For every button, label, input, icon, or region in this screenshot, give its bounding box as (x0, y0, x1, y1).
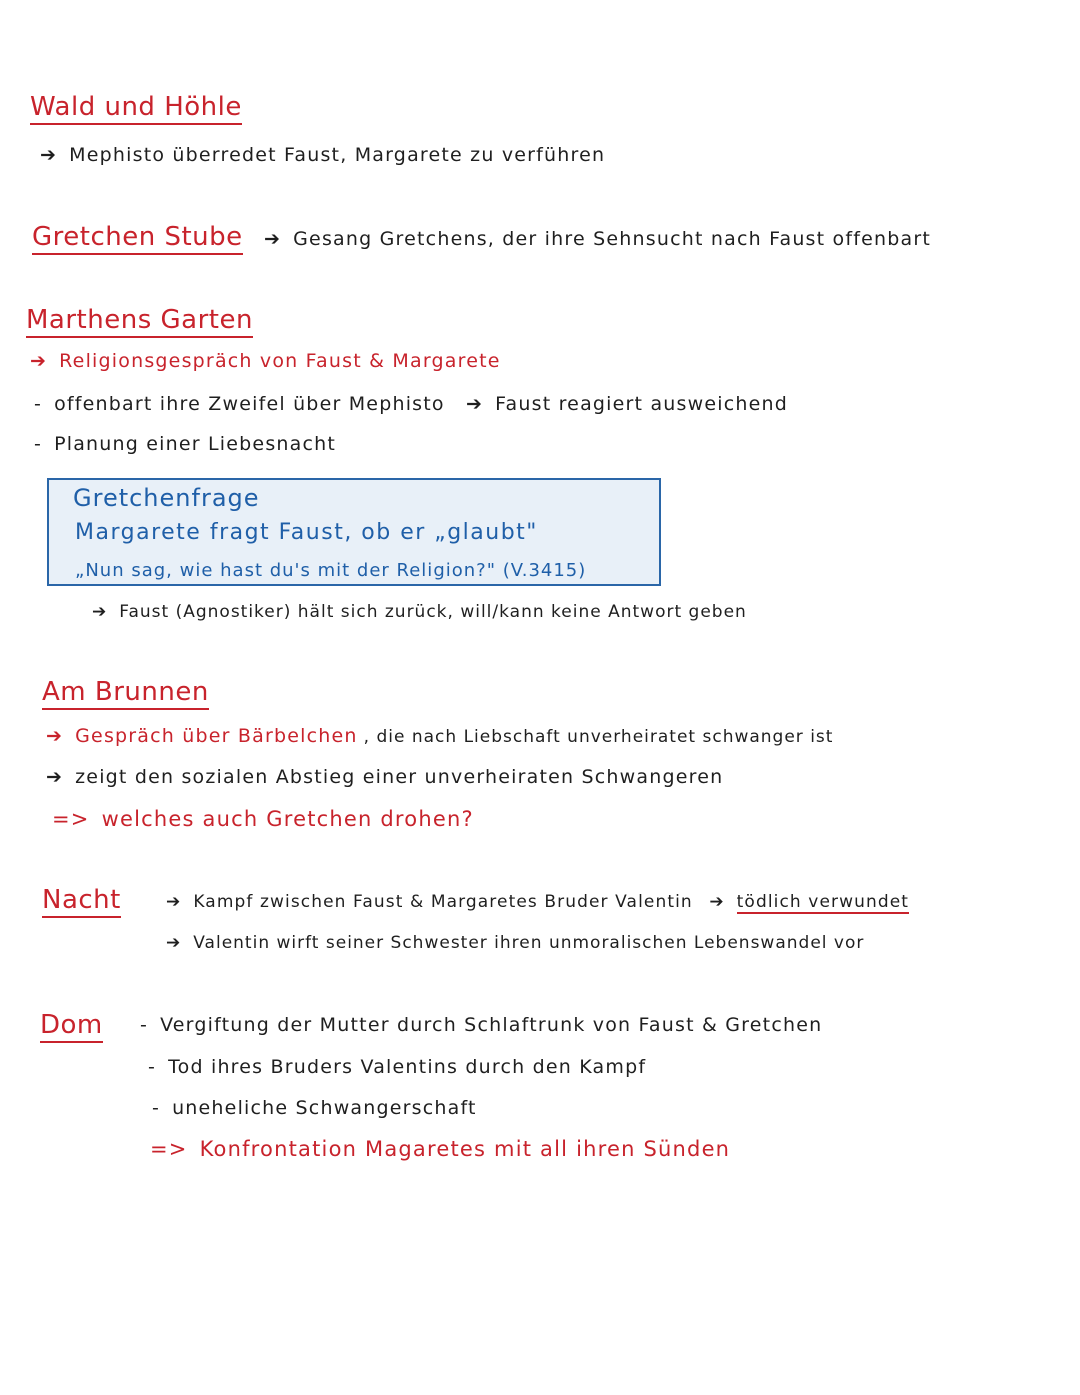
arrow-icon: ➔ (46, 725, 64, 747)
box-question: Margarete fragt Faust, ob er „glaubt" (75, 520, 538, 545)
arrow-icon: ➔ (92, 602, 108, 622)
dom-line1 (140, 1014, 822, 1036)
box-title: Gretchenfrage (73, 484, 260, 512)
garten-line1 (30, 350, 501, 372)
dash-marker: - (140, 1014, 149, 1036)
dom-text4: Konfrontation Magaretes mit all ihren Sünden (199, 1137, 731, 1161)
nacht-line2 (166, 933, 864, 953)
box-quote: „Nun sag, wie hast du's mit der Religion?" (V.3415) (75, 560, 587, 581)
nacht-line1 (166, 892, 909, 912)
arrow-icon: ➔ (40, 144, 58, 166)
gretchenfrage-box (47, 478, 661, 586)
arrow-icon: ➔ (709, 892, 725, 912)
heading-nacht: Nacht (42, 885, 121, 918)
arrow-icon: ➔ (264, 228, 282, 250)
dash-marker: - (34, 433, 43, 455)
wald-line (40, 144, 605, 166)
wald-text: Mephisto überredet Faust, Margarete zu verführen (69, 144, 606, 166)
brunnen-text2: zeigt den sozialen Abstieg einer unverheiraten Schwangeren (75, 766, 724, 788)
nacht-text2: Valentin wirft seiner Schwester ihren unmoralischen Lebenswandel vor (193, 933, 865, 953)
stube-line (264, 228, 931, 250)
heading-marthens-garten: Marthens Garten (26, 305, 253, 338)
garten-text2a: offenbart ihre Zweifel über Mephisto (54, 393, 445, 415)
nacht-text1b: tödlich verwundet (736, 892, 910, 912)
dash-marker: - (152, 1097, 161, 1119)
nacht-text1a: Kampf zwischen Faust & Margaretes Bruder Valentin (193, 892, 693, 912)
garten-note (92, 602, 747, 622)
garten-line2 (34, 393, 788, 415)
dash-marker: - (148, 1056, 157, 1078)
heading-wald-und-hoehle: Wald und Höhle (30, 92, 242, 125)
garten-line3 (34, 433, 336, 455)
brunnen-line1 (46, 725, 833, 747)
dom-text3: uneheliche Schwangerschaft (172, 1097, 477, 1119)
arrow-icon: ➔ (46, 766, 64, 788)
arrow-icon: ➔ (166, 933, 182, 953)
brunnen-text1a: Gespräch über Bärbelchen (75, 725, 358, 747)
brunnen-text1b: , die nach Liebschaft unverheiratet schwanger ist (363, 727, 834, 747)
garten-text1: Religionsgespräch von Faust & Margarete (59, 350, 501, 372)
brunnen-line3 (52, 807, 474, 831)
arrow-icon: ➔ (466, 393, 484, 415)
heading-dom: Dom (40, 1010, 103, 1043)
arrow-icon: ➔ (166, 892, 182, 912)
garten-note-text: Faust (Agnostiker) hält sich zurück, will/kann keine Antwort geben (119, 602, 747, 622)
dash-marker: - (34, 393, 43, 415)
dom-line2 (148, 1056, 646, 1078)
stube-text: Gesang Gretchens, der ihre Sehnsucht nach Faust offenbart (293, 228, 932, 250)
heading-gretchen-stube: Gretchen Stube (32, 222, 243, 255)
implies-marker: => (150, 1137, 188, 1161)
heading-am-brunnen: Am Brunnen (42, 677, 209, 710)
dom-line4 (150, 1137, 730, 1161)
brunnen-text3: welches auch Gretchen drohen? (101, 807, 474, 831)
arrow-icon: ➔ (30, 350, 48, 372)
implies-marker: => (52, 807, 90, 831)
garten-text3: Planung einer Liebesnacht (54, 433, 337, 455)
dom-text2: Tod ihres Bruders Valentins durch den Kampf (168, 1056, 647, 1078)
dom-line3 (152, 1097, 477, 1119)
garten-text2b: Faust reagiert ausweichend (495, 393, 789, 415)
brunnen-line2 (46, 766, 723, 788)
dom-text1: Vergiftung der Mutter durch Schlaftrunk von Faust & Gretchen (160, 1014, 823, 1036)
